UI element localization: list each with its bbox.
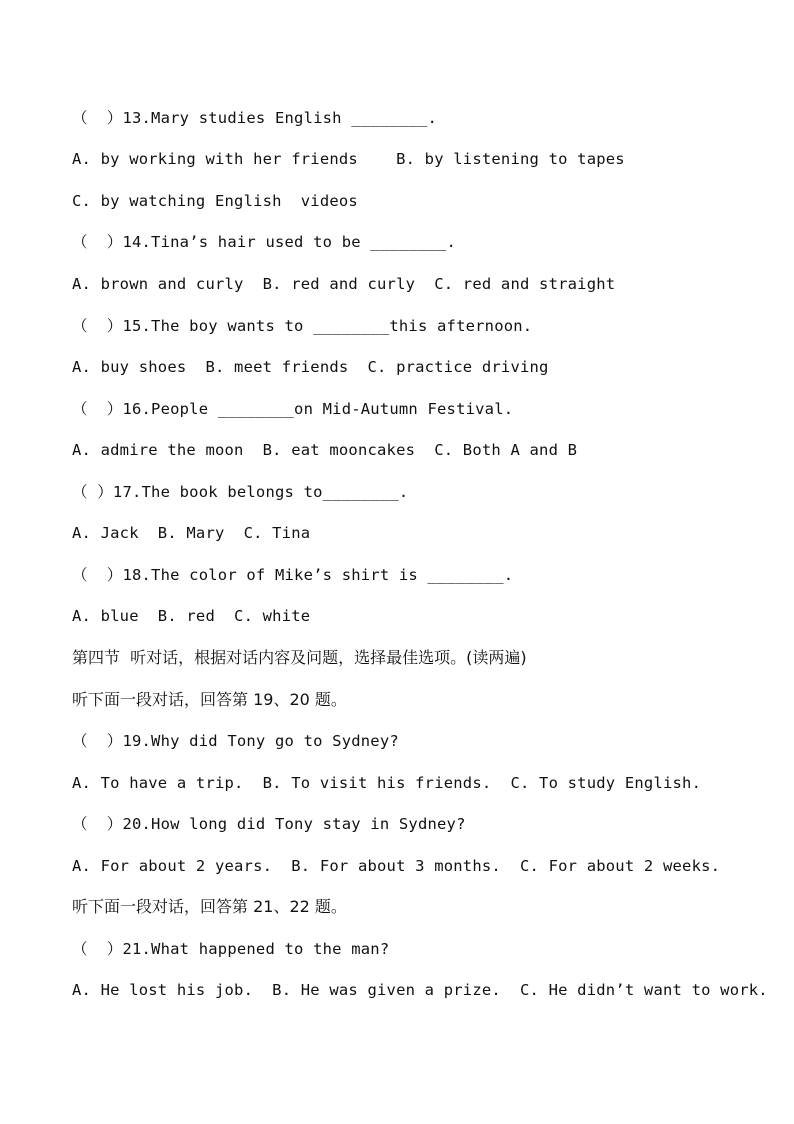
dialogue-instruction-19-20: 听下面一段对话，回答第 19、20 题。: [72, 690, 347, 709]
question-21: （ ）21.What happened to the man?: [72, 940, 390, 958]
question-21-options: A. He lost his job. B. He was given a prize. C. He didn’t want to work.: [72, 981, 768, 999]
question-17-options: A. Jack B. Mary C. Tina: [72, 524, 311, 542]
question-14: （ ）14.Tina’s hair used to be ________.: [72, 233, 457, 251]
question-16-options: A. admire the moon B. eat mooncakes C. Both A and B: [72, 441, 578, 459]
question-17: （ ）17.The book belongs to________.: [72, 483, 409, 501]
question-13-options-ab: A. by working with her friends B. by listening to tapes: [72, 150, 625, 168]
question-13: （ ）13.Mary studies English ________.: [72, 109, 438, 127]
question-18: （ ）18.The color of Mike’s shirt is ________.: [72, 566, 514, 584]
question-19-options: A. To have a trip. B. To visit his friends. C. To study English.: [72, 774, 702, 792]
question-20-options: A. For about 2 years. B. For about 3 months. C. For about 2 weeks.: [72, 857, 721, 875]
question-15-options: A. buy shoes B. meet friends C. practice driving: [72, 358, 549, 376]
question-20: （ ）20.How long did Tony stay in Sydney?: [72, 815, 466, 833]
question-13-option-c: C. by watching English videos: [72, 192, 358, 210]
section-4-heading: 第四节 听对话，根据对话内容及问题，选择最佳选项。(读两遍): [72, 648, 527, 667]
question-14-options: A. brown and curly B. red and curly C. red and straight: [72, 275, 616, 293]
question-19: （ ）19.Why did Tony go to Sydney?: [72, 732, 399, 750]
question-15: （ ）15.The boy wants to ________this afternoon.: [72, 317, 533, 335]
question-16: （ ）16.People ________on Mid-Autumn Festival.: [72, 400, 514, 418]
dialogue-instruction-21-22: 听下面一段对话，回答第 21、22 题。: [72, 897, 347, 916]
question-18-options: A. blue B. red C. white: [72, 607, 311, 625]
